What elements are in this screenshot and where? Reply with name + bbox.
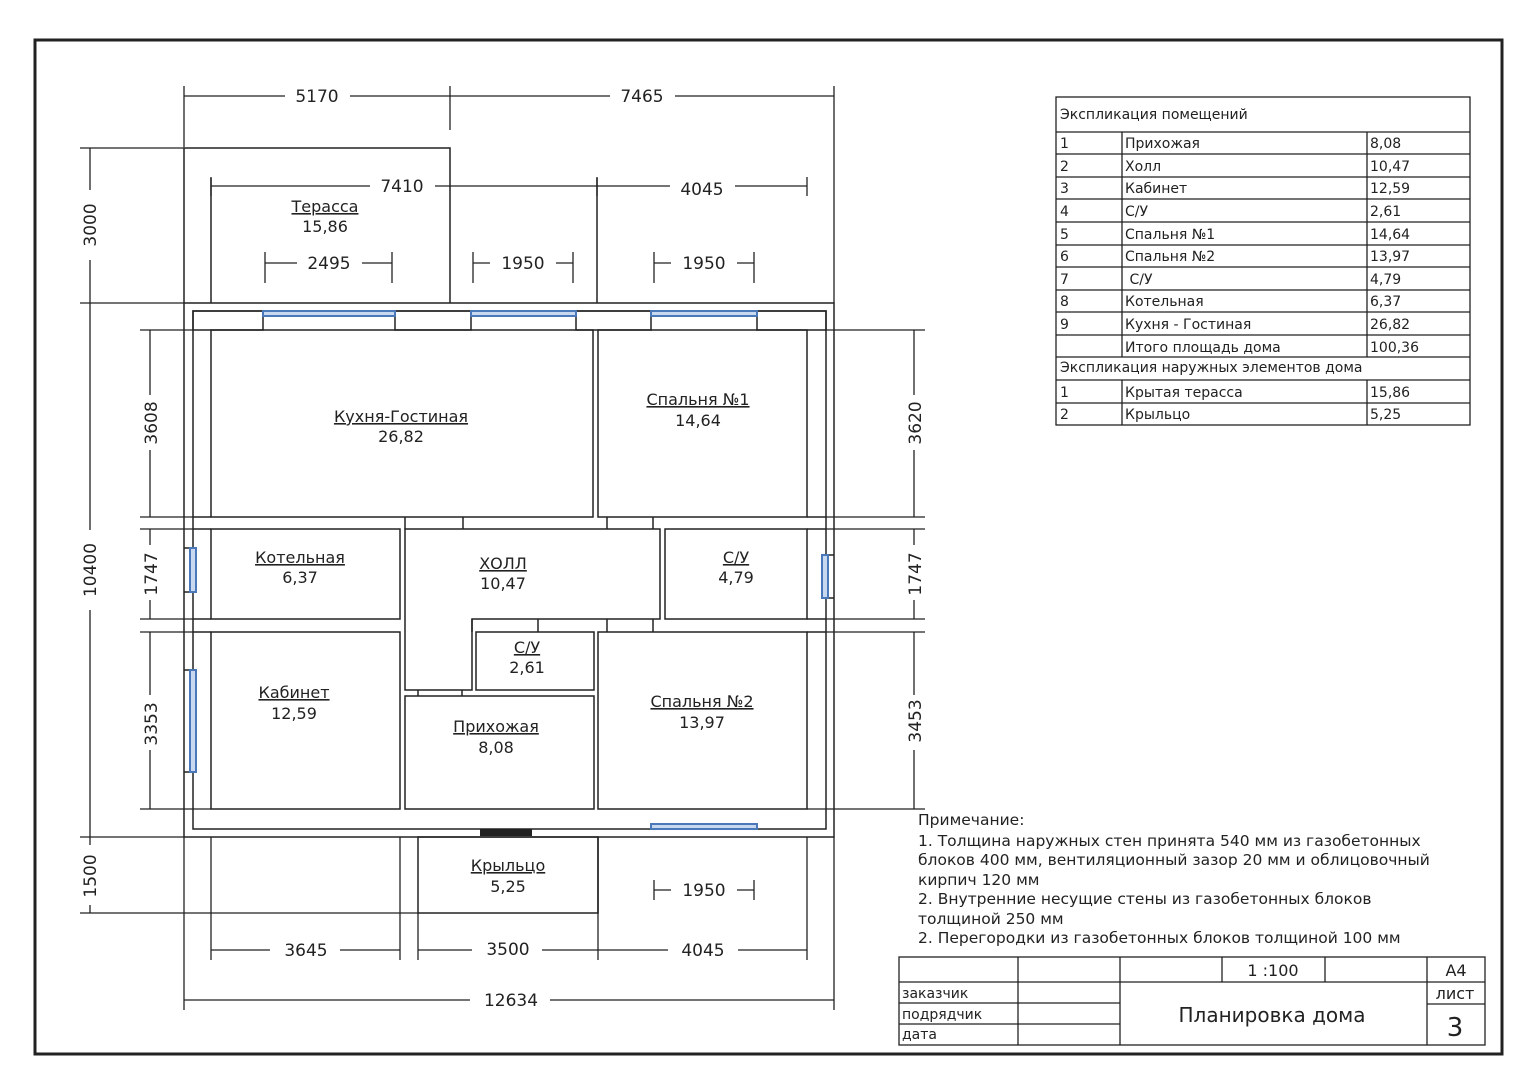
table-cell: Кабинет (1125, 181, 1188, 197)
dim-right-top: 3620 (906, 401, 926, 445)
window-boiler (190, 548, 196, 592)
table-cell: 9 (1060, 317, 1069, 333)
table-cell: 15,86 (1370, 385, 1411, 401)
room-name-wc2: С/У (513, 638, 541, 657)
room-area-bed2: 13,97 (679, 713, 725, 732)
room-area-wc1: 4,79 (718, 568, 754, 587)
table-cell: Спальня №2 (1125, 249, 1216, 265)
table-cell: 6 (1060, 249, 1069, 265)
stamp-date: дата (902, 1027, 937, 1043)
room-area-office: 12,59 (271, 704, 317, 723)
table-cell: Кухня - Гостиная (1125, 317, 1252, 333)
room-name-entry: Прихожая (453, 717, 539, 736)
window-wc1 (822, 555, 828, 598)
room-area-bed1: 14,64 (675, 411, 721, 430)
dim-top-left: 5170 (295, 87, 339, 107)
dim-left-top: 3608 (142, 401, 162, 445)
total-area: 100,36 (1370, 340, 1419, 356)
table-cell: 5 (1060, 227, 1069, 243)
window-bed2 (651, 824, 757, 829)
note-line: 2. Перегородки из газобетонных блоков толщиной 100 мм (918, 929, 1401, 947)
dim-bottom-c: 4045 (681, 941, 725, 961)
dim-bottom-b: 3500 (486, 940, 530, 960)
table-cell: 2 (1060, 159, 1069, 175)
note-line: толщиной 250 мм (918, 910, 1064, 928)
table-cell: 14,64 (1370, 227, 1411, 243)
window-kitchen-a (263, 311, 395, 316)
room-name-bed2: Спальня №2 (650, 692, 754, 711)
stamp-sheet-label: лист (1435, 984, 1475, 1003)
stamp-format: А4 (1445, 961, 1467, 980)
table-cell: 7 (1060, 272, 1069, 288)
notes-title: Примечание: (918, 811, 1025, 829)
room-area-hall: 10,47 (480, 574, 526, 593)
porch-outline (418, 837, 598, 913)
dim-bed1-width: 4045 (680, 180, 724, 200)
table-cell: 8,08 (1370, 136, 1402, 152)
dim-top-right: 7465 (620, 87, 664, 107)
table-cell: Спальня №1 (1125, 227, 1216, 243)
stamp-contractor: подрядчик (902, 1007, 983, 1023)
dim-right-mid: 1747 (906, 552, 926, 596)
dim-window-bottom: 1950 (682, 881, 726, 901)
title-block (899, 957, 1485, 1045)
dim-left-porch: 1500 (81, 854, 101, 898)
room-labels (255, 197, 754, 896)
explication-table (1056, 97, 1470, 425)
room-name-bed1: Спальня №1 (646, 390, 750, 409)
room-area-boiler: 6,37 (282, 568, 318, 587)
table-cell: Крытая терасса (1125, 385, 1243, 401)
room-name-kitchen: Кухня-Гостиная (333, 407, 469, 426)
room-area-terrace: 15,86 (302, 217, 348, 236)
room-area-entry: 8,08 (478, 738, 514, 757)
explication-title: Экспликация помещений (1060, 107, 1248, 123)
dim-right-bottom: 3453 (906, 699, 926, 743)
table-cell: С/У (1125, 272, 1153, 288)
note-line: блоков 400 мм, вентиляционный зазор 20 мм и облицовочный (918, 851, 1430, 869)
note-line: кирпич 120 мм (918, 871, 1040, 889)
table-cell: Прихожая (1125, 136, 1200, 152)
stamp-scale: 1 :100 (1247, 961, 1299, 980)
room-area-porch: 5,25 (490, 877, 526, 896)
room-name-hall: ХОЛЛ (479, 554, 527, 573)
room-name-office: Кабинет (258, 683, 330, 702)
table-cell: Котельная (1125, 294, 1204, 310)
dim-left-terrace: 3000 (81, 203, 101, 247)
room-area-kitchen: 26,82 (378, 427, 424, 446)
dim-left-mid: 1747 (142, 552, 162, 596)
outer-elements-title: Экспликация наружных элементов дома (1060, 360, 1363, 376)
room-area-wc2: 2,61 (509, 658, 545, 677)
table-cell: 2,61 (1370, 204, 1402, 220)
room-name-boiler: Котельная (255, 548, 345, 567)
stamp-title: Планировка дома (1178, 1003, 1366, 1027)
table-cell: 1 (1060, 385, 1069, 401)
entrance-door (480, 829, 532, 836)
table-cell: 4,79 (1370, 272, 1402, 288)
window-bed1 (651, 311, 757, 316)
table-cell: 8 (1060, 294, 1069, 310)
note-line: 2. Внутренние несущие стены из газобетонных блоков (918, 890, 1372, 908)
table-cell: 13,97 (1370, 249, 1411, 265)
note-line: 1. Толщина наружных стен принята 540 мм из газобетонных (918, 832, 1421, 850)
dim-overall: 12634 (483, 991, 539, 1011)
room-name-terrace: Терасса (291, 197, 359, 216)
dim-window-a: 2495 (307, 254, 351, 274)
table-cell: 6,37 (1370, 294, 1402, 310)
table-cell: 3 (1060, 181, 1069, 197)
table-cell: 4 (1060, 204, 1069, 220)
total-label: Итого площадь дома (1125, 340, 1281, 356)
table-cell: С/У (1125, 204, 1149, 220)
window-office (190, 670, 196, 772)
dim-bottom-a: 3645 (284, 941, 328, 961)
table-cell: 26,82 (1370, 317, 1411, 333)
table-cell: Холл (1125, 159, 1162, 175)
dim-left-bottom: 3353 (142, 702, 162, 746)
room-name-wc1: С/У (722, 548, 750, 567)
room-name-porch: Крыльцо (470, 856, 546, 875)
dim-window-c: 1950 (682, 254, 726, 274)
stamp-sheet-number: 3 (1446, 1013, 1464, 1043)
table-cell: 10,47 (1370, 159, 1411, 175)
notes-block (918, 811, 1430, 947)
stamp-customer: заказчик (902, 986, 969, 1002)
table-cell: 12,59 (1370, 181, 1411, 197)
dim-terrace-width: 7410 (380, 177, 424, 197)
window-kitchen-b (471, 311, 576, 316)
dim-left-total: 10400 (81, 542, 101, 598)
dim-window-b: 1950 (501, 254, 545, 274)
table-cell: 5,25 (1370, 407, 1402, 423)
table-cell: 2 (1060, 407, 1069, 423)
table-cell: Крыльцо (1125, 407, 1191, 423)
table-cell: 1 (1060, 136, 1069, 152)
